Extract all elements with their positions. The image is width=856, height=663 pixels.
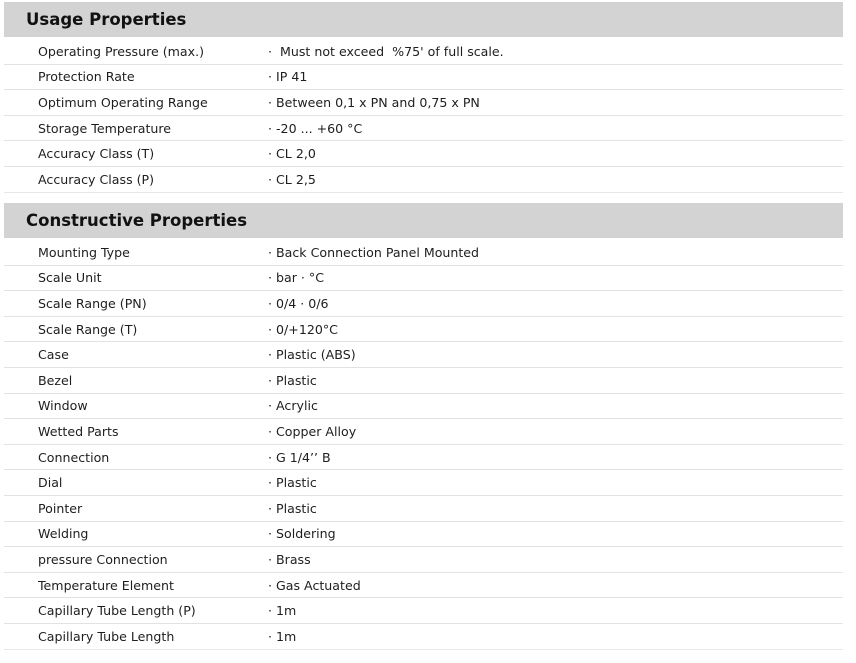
table-row: [4, 39, 843, 65]
constructive-properties-heading: Constructive Properties: [4, 203, 843, 238]
property-value: · CL 2,5: [268, 172, 316, 187]
table-row: [4, 496, 843, 522]
property-label: Storage Temperature: [38, 120, 172, 136]
usage-properties-heading: Usage Properties: [4, 2, 843, 37]
property-label: Capillary Tube Length: [38, 628, 175, 644]
property-label: Scale Range (T): [38, 321, 138, 337]
property-label: Wetted Parts: [38, 423, 119, 439]
table-row: [4, 116, 843, 142]
property-value: · CL 2,0: [268, 146, 316, 161]
property-value: · Gas Actuated: [268, 578, 361, 593]
property-value: · Acrylic: [268, 398, 318, 413]
table-row: [4, 573, 843, 599]
property-label: Case: [38, 347, 69, 363]
property-value: · IP 41: [268, 69, 307, 84]
table-row: [4, 598, 843, 624]
usage-properties-section: [4, 2, 843, 193]
table-row: [4, 90, 843, 116]
table-row: [4, 266, 843, 292]
property-value: · -20 ... +60 °C: [268, 121, 362, 136]
property-label: Connection: [38, 449, 110, 465]
property-value: · 0/+120°C: [268, 322, 338, 337]
property-label: Scale Range (PN): [38, 295, 147, 311]
property-value: · 1m: [268, 603, 296, 618]
table-row: [4, 167, 843, 193]
property-value: · Plastic: [268, 475, 317, 490]
table-row: [4, 419, 843, 445]
property-label: Mounting Type: [38, 244, 130, 260]
property-value: · Soldering: [268, 526, 336, 541]
property-value: · 1m: [268, 629, 296, 644]
table-row: [4, 65, 843, 91]
usage-properties-table: [4, 39, 843, 193]
table-row: [4, 547, 843, 573]
property-value: · G 1/4’’ B: [268, 450, 331, 465]
property-label: Pointer: [38, 500, 83, 516]
property-label: pressure Connection: [38, 551, 168, 567]
table-row: [4, 317, 843, 343]
property-value: · 0/4 · 0/6: [268, 296, 329, 311]
table-row: [4, 240, 843, 266]
table-row: [4, 368, 843, 394]
property-label: Accuracy Class (P): [38, 171, 155, 187]
property-value: · Plastic: [268, 373, 317, 388]
property-label: Protection Rate: [38, 69, 135, 85]
property-label: Temperature Element: [38, 577, 174, 593]
table-row: [4, 291, 843, 317]
table-row: [4, 141, 843, 167]
table-row: [4, 394, 843, 420]
property-label: Dial: [38, 475, 63, 491]
property-value: · Plastic: [268, 501, 317, 516]
property-label: Accuracy Class (T): [38, 146, 155, 162]
property-value: · bar · °C: [268, 270, 324, 285]
property-label: Optimum Operating Range: [38, 94, 208, 110]
property-label: Bezel: [38, 372, 73, 388]
table-row: [4, 445, 843, 471]
property-label: Operating Pressure (max.): [38, 43, 205, 59]
property-value: · Must not exceed %75' of full scale.: [268, 44, 504, 59]
property-value: · Copper Alloy: [268, 424, 356, 439]
property-value: · Back Connection Panel Mounted: [268, 245, 479, 260]
table-row: [4, 342, 843, 368]
table-row: [4, 470, 843, 496]
table-row: [4, 522, 843, 548]
property-label: Scale Unit: [38, 270, 102, 286]
constructive-properties-section: [4, 203, 843, 650]
constructive-properties-table: [4, 240, 843, 650]
property-value: · Brass: [268, 552, 311, 567]
property-label: Window: [38, 398, 88, 414]
property-value: · Plastic (ABS): [268, 347, 356, 362]
table-row: [4, 624, 843, 650]
property-label: Capillary Tube Length (P): [38, 603, 196, 619]
property-value: · Between 0,1 x PN and 0,75 x PN: [268, 95, 480, 110]
property-label: Welding: [38, 526, 89, 542]
